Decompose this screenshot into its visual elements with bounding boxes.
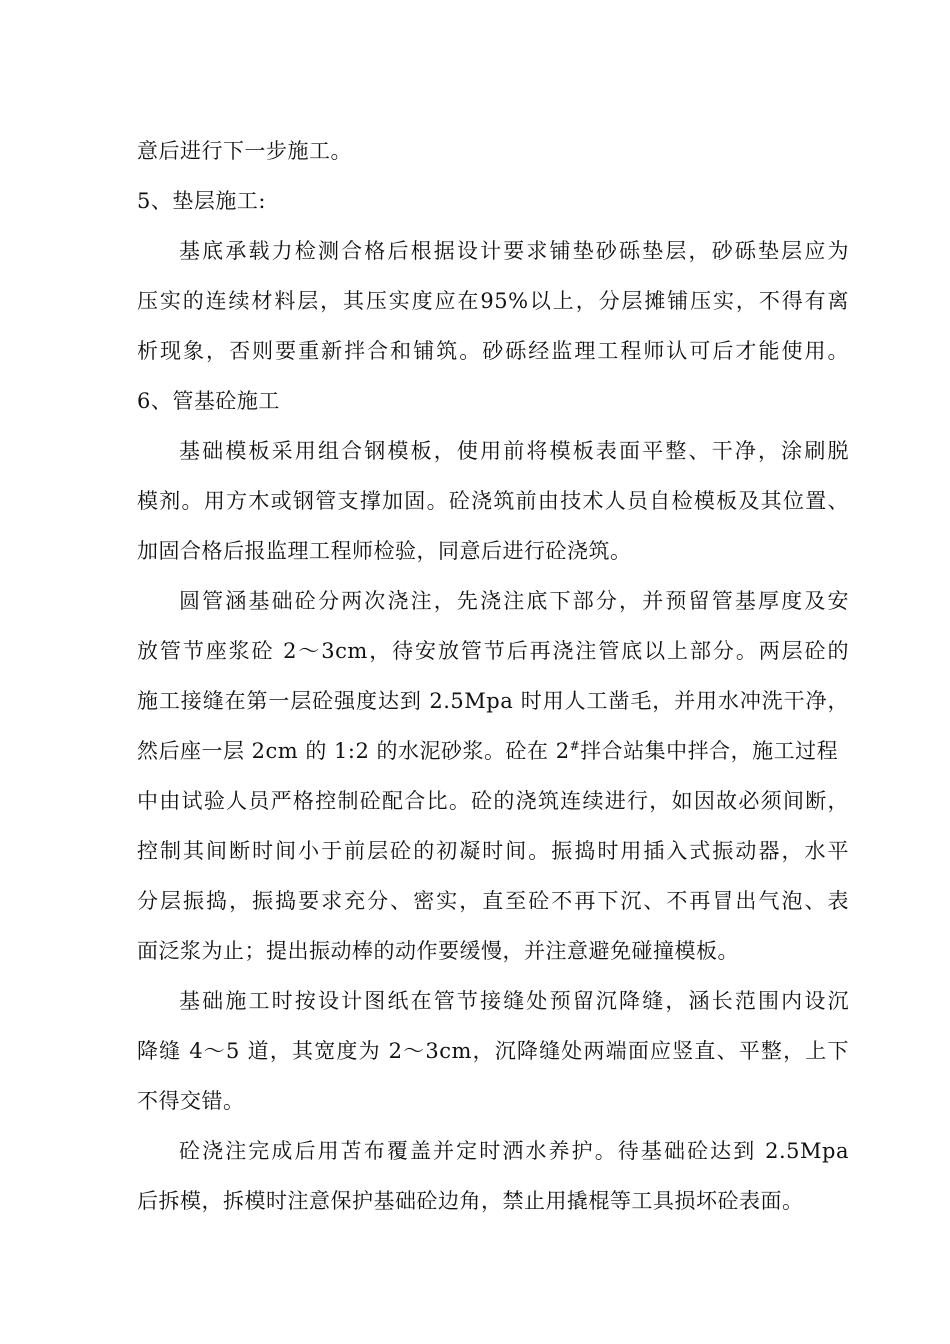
text-line: 施工接缝在第一层砼强度达到 2.5Mpa 时用人工凿毛，并用水冲洗干净， [137, 689, 849, 713]
text-line: 圆管涵基础砼分两次浇注，先浇注底下部分，并预留管基厚度及安 [179, 589, 849, 613]
text-line: 分层振捣，振捣要求充分、密实，直至砼不再下沉、不再冒出气泡、表 [137, 889, 849, 913]
section-heading: 6、管基砼施工 [137, 389, 280, 413]
section-heading: 5、垫层施工: [137, 189, 266, 213]
text-segment: 然后座一层 2cm 的 1:2 的水泥砂浆。砼在 2 [137, 739, 570, 763]
text-line: 中由试验人员严格控制砼配合比。砼的浇筑连续进行，如因故必须间断， [137, 789, 849, 813]
text-line: 析现象，否则要重新拌合和铺筑。砂砾经监理工程师认可后才能使用。 [137, 339, 849, 363]
text-line: 砼浇注完成后用苫布覆盖并定时洒水养护。待基础砼达到 2.5Mpa [179, 1139, 849, 1163]
text-line: 加固合格后报监理工程师检验，同意后进行砼浇筑。 [137, 539, 632, 563]
text-line: 模剂。用方木或钢管支撑加固。砼浇筑前由技术人员自检模板及其位置、 [137, 489, 849, 513]
text-segment: 拌合站集中拌合，施工过程 [580, 739, 839, 763]
text-line: 基础模板采用组合钢模板，使用前将模板表面平整、干净，涂刷脱 [179, 439, 849, 463]
superscript-mark: # [569, 739, 581, 753]
text-line: 不得交错。 [137, 1089, 245, 1113]
text-line: 基础施工时按设计图纸在管节接缝处预留沉降缝，涵长范围内设沉 [179, 989, 849, 1013]
text-line: 降缝 4～5 道，其宽度为 2～3cm，沉降缝处两端面应竖直、平整，上下 [137, 1039, 849, 1063]
text-line: 后拆模，拆模时注意保护基础砼边角，禁止用撬棍等工具损坏砼表面。 [137, 1189, 804, 1213]
text-line [137, 726, 849, 776]
text-line: 压实的连续材料层，其压实度应在95%以上，分层摊铺压实，不得有离 [137, 289, 849, 313]
body-text [137, 126, 849, 1226]
text-line: 基底承载力检测合格后根据设计要求铺垫砂砾垫层，砂砾垫层应为 [179, 239, 849, 263]
text-line: 控制其间断时间小于前层砼的初凝时间。振捣时用插入式振动器，水平 [137, 839, 849, 863]
text-line: 面泛浆为止；提出振动棒的动作要缓慢，并注意避免碰撞模板。 [137, 939, 739, 963]
text-line: 意后进行下一步施工。 [137, 139, 352, 163]
text-line: 放管节座浆砼 2～3cm，待安放管节后再浇注管底以上部分。两层砼的 [137, 639, 849, 663]
